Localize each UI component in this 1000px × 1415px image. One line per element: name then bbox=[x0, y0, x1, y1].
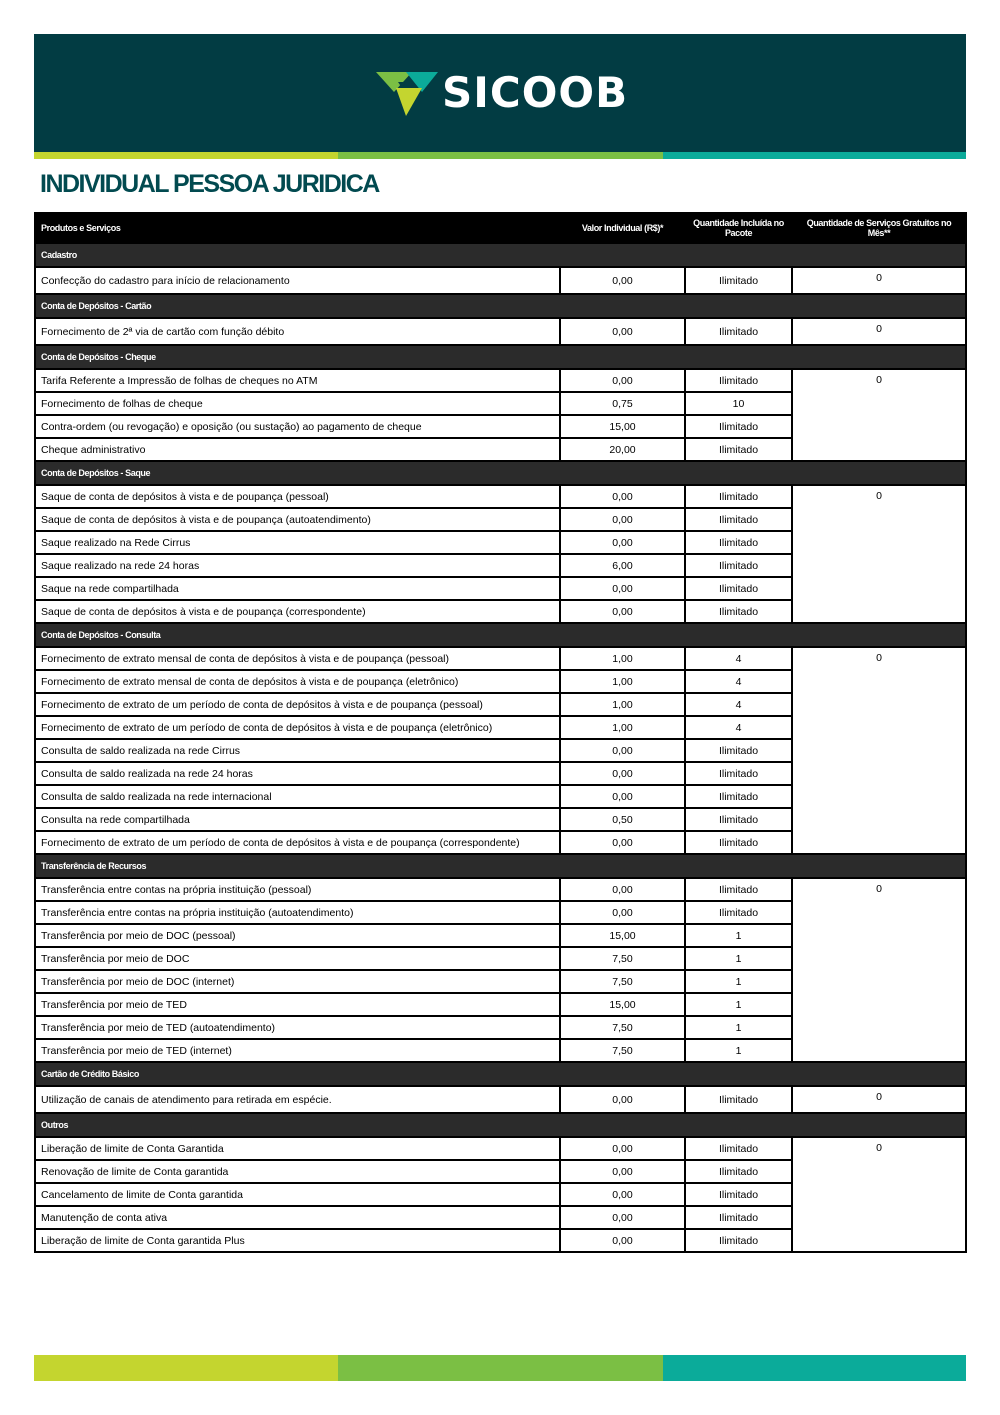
service-name: Liberação de limite de Conta garantida Plus bbox=[35, 1229, 560, 1252]
service-qty-included: 1 bbox=[685, 1039, 792, 1062]
service-qty-included: Ilimitado bbox=[685, 577, 792, 600]
service-name: Fornecimento de extrato mensal de conta de depósitos à vista e de poupança (eletrônico) bbox=[35, 670, 560, 693]
service-name: Transferência por meio de TED bbox=[35, 993, 560, 1016]
service-value: 1,00 bbox=[560, 716, 685, 739]
service-value: 6,00 bbox=[560, 554, 685, 577]
service-value: 0,00 bbox=[560, 762, 685, 785]
service-qty-included: 4 bbox=[685, 647, 792, 670]
service-name: Saque de conta de depósitos à vista e de poupança (pessoal) bbox=[35, 485, 560, 508]
table-row bbox=[35, 878, 966, 901]
service-name: Fornecimento de 2ª via de cartão com função débito bbox=[35, 318, 560, 345]
service-name: Tarifa Referente a Impressão de folhas de cheques no ATM bbox=[35, 369, 560, 392]
service-name: Saque de conta de depósitos à vista e de poupança (correspondente) bbox=[35, 600, 560, 623]
service-value: 7,50 bbox=[560, 947, 685, 970]
sicoob-logo-icon bbox=[376, 70, 438, 116]
service-qty-included: Ilimitado bbox=[685, 878, 792, 901]
section-row bbox=[35, 1113, 966, 1137]
service-name: Consulta de saldo realizada na rede internacional bbox=[35, 785, 560, 808]
tariff-table bbox=[34, 212, 967, 1253]
service-name: Transferência por meio de TED (autoatendimento) bbox=[35, 1016, 560, 1039]
service-qty-included: Ilimitado bbox=[685, 369, 792, 392]
section-title: Transferência de Recursos bbox=[35, 854, 966, 878]
section-title: Cadastro bbox=[35, 243, 966, 267]
service-qty-included: Ilimitado bbox=[685, 438, 792, 461]
service-value: 0,00 bbox=[560, 1086, 685, 1113]
service-value: 7,50 bbox=[560, 1039, 685, 1062]
bottom-color-stripe bbox=[34, 1355, 966, 1381]
service-value: 7,50 bbox=[560, 970, 685, 993]
service-value: 0,00 bbox=[560, 1183, 685, 1206]
service-name: Confecção do cadastro para início de relacionamento bbox=[35, 267, 560, 294]
service-qty-included: Ilimitado bbox=[685, 600, 792, 623]
section-row bbox=[35, 854, 966, 878]
service-value: 15,00 bbox=[560, 993, 685, 1016]
service-name: Cheque administrativo bbox=[35, 438, 560, 461]
service-value: 0,00 bbox=[560, 739, 685, 762]
table-row bbox=[35, 369, 966, 392]
service-value: 15,00 bbox=[560, 924, 685, 947]
service-value: 0,00 bbox=[560, 785, 685, 808]
service-free-count: 0 bbox=[792, 647, 966, 854]
service-qty-included: Ilimitado bbox=[685, 1183, 792, 1206]
service-name: Saque de conta de depósitos à vista e de poupança (autoatendimento) bbox=[35, 508, 560, 531]
section-row bbox=[35, 461, 966, 485]
service-value: 0,00 bbox=[560, 508, 685, 531]
service-name: Consulta de saldo realizada na rede Cirrus bbox=[35, 739, 560, 762]
service-name: Transferência por meio de DOC (pessoal) bbox=[35, 924, 560, 947]
service-value: 0,00 bbox=[560, 369, 685, 392]
service-qty-included: Ilimitado bbox=[685, 1137, 792, 1160]
service-free-count: 0 bbox=[792, 369, 966, 461]
service-qty-included: 1 bbox=[685, 993, 792, 1016]
service-qty-included: 1 bbox=[685, 970, 792, 993]
service-value: 0,00 bbox=[560, 1160, 685, 1183]
service-value: 20,00 bbox=[560, 438, 685, 461]
service-value: 0,00 bbox=[560, 531, 685, 554]
service-qty-included: 1 bbox=[685, 924, 792, 947]
service-name: Transferência por meio de DOC bbox=[35, 947, 560, 970]
service-name: Consulta na rede compartilhada bbox=[35, 808, 560, 831]
service-qty-included: Ilimitado bbox=[685, 531, 792, 554]
sicoob-logo bbox=[376, 68, 628, 117]
service-qty-included: 4 bbox=[685, 716, 792, 739]
service-value: 0,00 bbox=[560, 577, 685, 600]
service-free-count: 0 bbox=[792, 267, 966, 294]
section-row bbox=[35, 623, 966, 647]
page-title: INDIVIDUAL PESSOA JURIDICA bbox=[40, 170, 379, 198]
section-title: Outros bbox=[35, 1113, 966, 1137]
service-value: 0,00 bbox=[560, 1137, 685, 1160]
table-row bbox=[35, 647, 966, 670]
service-name: Saque na rede compartilhada bbox=[35, 577, 560, 600]
service-qty-included: Ilimitado bbox=[685, 1160, 792, 1183]
service-qty-included: 1 bbox=[685, 1016, 792, 1039]
service-value: 0,50 bbox=[560, 808, 685, 831]
service-value: 0,00 bbox=[560, 878, 685, 901]
service-qty-included: 1 bbox=[685, 947, 792, 970]
header-value: Valor Individual (R$)* bbox=[560, 213, 685, 243]
service-value: 1,00 bbox=[560, 670, 685, 693]
service-qty-included: Ilimitado bbox=[685, 901, 792, 924]
service-name: Saque realizado na rede 24 horas bbox=[35, 554, 560, 577]
service-name: Fornecimento de folhas de cheque bbox=[35, 392, 560, 415]
service-qty-included: Ilimitado bbox=[685, 785, 792, 808]
service-value: 0,00 bbox=[560, 901, 685, 924]
service-free-count: 0 bbox=[792, 1137, 966, 1252]
service-name: Transferência por meio de DOC (internet) bbox=[35, 970, 560, 993]
service-free-count: 0 bbox=[792, 485, 966, 623]
service-value: 1,00 bbox=[560, 647, 685, 670]
service-free-count: 0 bbox=[792, 318, 966, 345]
section-title: Conta de Depósitos - Consulta bbox=[35, 623, 966, 647]
service-value: 15,00 bbox=[560, 415, 685, 438]
service-name: Saque realizado na Rede Cirrus bbox=[35, 531, 560, 554]
service-qty-included: Ilimitado bbox=[685, 762, 792, 785]
section-row bbox=[35, 345, 966, 369]
brand-name: SICOOB bbox=[442, 68, 629, 117]
service-name: Fornecimento de extrato de um período de conta de depósitos à vista e de poupança (correspondente) bbox=[35, 831, 560, 854]
service-qty-included: 4 bbox=[685, 693, 792, 716]
top-color-stripe bbox=[34, 152, 966, 159]
service-value: 0,00 bbox=[560, 1229, 685, 1252]
service-qty-included: Ilimitado bbox=[685, 318, 792, 345]
service-value: 0,00 bbox=[560, 831, 685, 854]
service-name: Renovação de limite de Conta garantida bbox=[35, 1160, 560, 1183]
service-value: 0,00 bbox=[560, 267, 685, 294]
service-value: 0,00 bbox=[560, 485, 685, 508]
section-title: Conta de Depósitos - Cheque bbox=[35, 345, 966, 369]
header-free-services: Quantidade de Serviços Gratuitos no Mês** bbox=[792, 213, 966, 243]
service-name: Consulta de saldo realizada na rede 24 horas bbox=[35, 762, 560, 785]
service-name: Cancelamento de limite de Conta garantida bbox=[35, 1183, 560, 1206]
service-name: Liberação de limite de Conta Garantida bbox=[35, 1137, 560, 1160]
header-qty-included: Quantidade Incluída no Pacote bbox=[685, 213, 792, 243]
service-qty-included: Ilimitado bbox=[685, 554, 792, 577]
service-qty-included: Ilimitado bbox=[685, 1086, 792, 1113]
table-header bbox=[35, 213, 966, 243]
service-value: 1,00 bbox=[560, 693, 685, 716]
service-qty-included: Ilimitado bbox=[685, 1206, 792, 1229]
service-name: Manutenção de conta ativa bbox=[35, 1206, 560, 1229]
service-name: Fornecimento de extrato de um período de conta de depósitos à vista e de poupança (eletrônico) bbox=[35, 716, 560, 739]
service-qty-included: Ilimitado bbox=[685, 739, 792, 762]
table-row bbox=[35, 318, 966, 345]
service-value: 0,75 bbox=[560, 392, 685, 415]
service-value: 0,00 bbox=[560, 600, 685, 623]
service-name: Contra-ordem (ou revogação) e oposição (ou sustação) ao pagamento de cheque bbox=[35, 415, 560, 438]
service-value: 0,00 bbox=[560, 1206, 685, 1229]
section-title: Conta de Depósitos - Cartão bbox=[35, 294, 966, 318]
service-name: Transferência por meio de TED (internet) bbox=[35, 1039, 560, 1062]
service-qty-included: 10 bbox=[685, 392, 792, 415]
section-title: Conta de Depósitos - Saque bbox=[35, 461, 966, 485]
service-free-count: 0 bbox=[792, 1086, 966, 1113]
service-name: Utilização de canais de atendimento para retirada em espécie. bbox=[35, 1086, 560, 1113]
header-products: Produtos e Serviços bbox=[35, 213, 560, 243]
service-name: Transferência entre contas na própria instituição (autoatendimento) bbox=[35, 901, 560, 924]
service-qty-included: Ilimitado bbox=[685, 508, 792, 531]
service-name: Fornecimento de extrato de um período de conta de depósitos à vista e de poupança (pessoal) bbox=[35, 693, 560, 716]
table-row bbox=[35, 267, 966, 294]
service-qty-included: 4 bbox=[685, 670, 792, 693]
service-name: Fornecimento de extrato mensal de conta de depósitos à vista e de poupança (pessoal) bbox=[35, 647, 560, 670]
service-qty-included: Ilimitado bbox=[685, 485, 792, 508]
service-qty-included: Ilimitado bbox=[685, 808, 792, 831]
service-value: 7,50 bbox=[560, 1016, 685, 1039]
table-row bbox=[35, 1137, 966, 1160]
table-row bbox=[35, 485, 966, 508]
section-row bbox=[35, 294, 966, 318]
service-qty-included: Ilimitado bbox=[685, 1229, 792, 1252]
service-qty-included: Ilimitado bbox=[685, 267, 792, 294]
section-row bbox=[35, 243, 966, 267]
service-qty-included: Ilimitado bbox=[685, 415, 792, 438]
table-row bbox=[35, 1086, 966, 1113]
service-value: 0,00 bbox=[560, 318, 685, 345]
section-row bbox=[35, 1062, 966, 1086]
service-free-count: 0 bbox=[792, 878, 966, 1062]
service-name: Transferência entre contas na própria instituição (pessoal) bbox=[35, 878, 560, 901]
service-qty-included: Ilimitado bbox=[685, 831, 792, 854]
section-title: Cartão de Crédito Básico bbox=[35, 1062, 966, 1086]
